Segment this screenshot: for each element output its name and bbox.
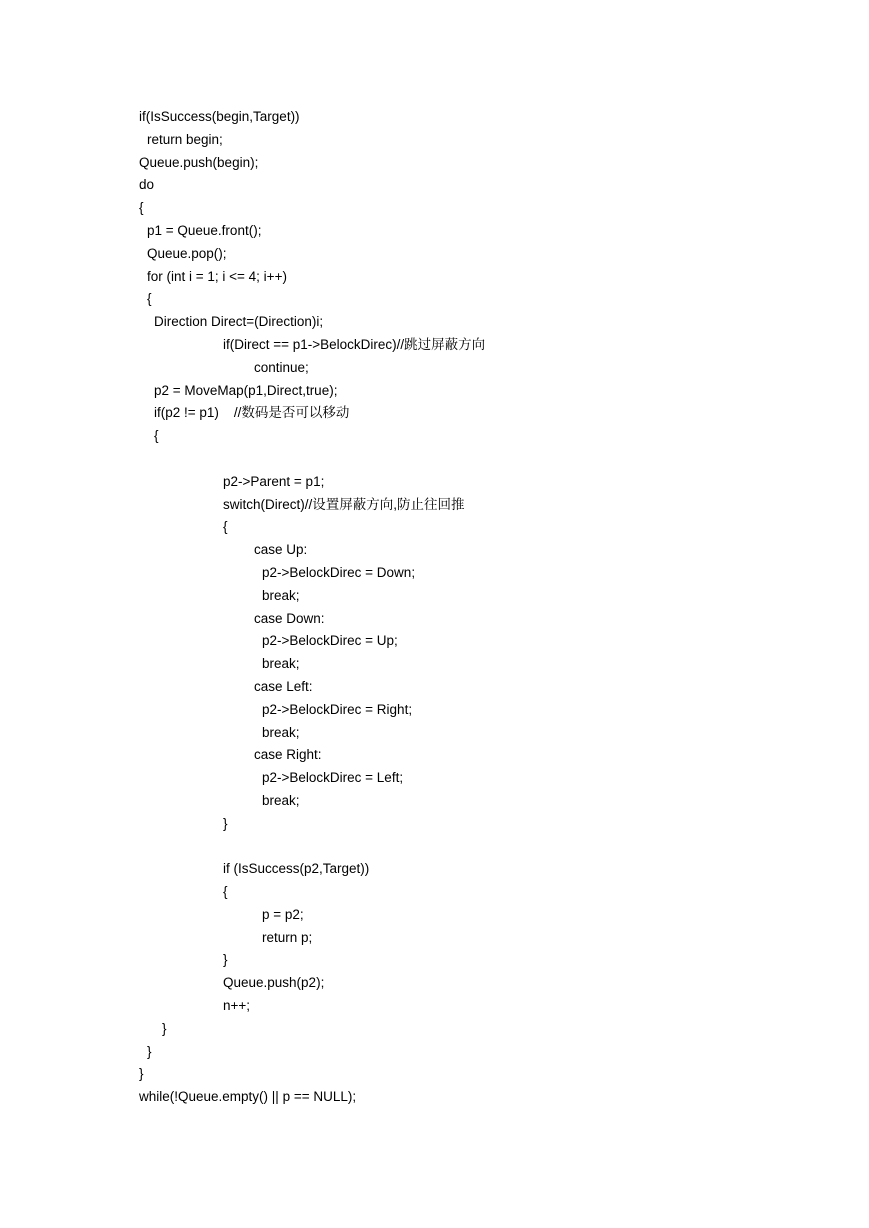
code-line: p2->BelockDirec = Right; [262, 701, 413, 717]
code-line: } [139, 1066, 144, 1082]
code-line: p2->BelockDirec = Up; [262, 633, 398, 649]
code-line: return begin; [147, 131, 223, 147]
code-line: if (IsSuccess(p2,Target)) [223, 861, 370, 877]
code-line: case Right: [254, 747, 322, 763]
code-line: } [223, 952, 228, 968]
code-line: { [154, 428, 159, 444]
code-line: { [147, 291, 152, 307]
code-line: break; [262, 656, 300, 672]
code-line [139, 448, 819, 471]
code-line: p2 = MoveMap(p1,Direct,true); [154, 382, 338, 398]
code-line: continue; [254, 359, 309, 375]
code-line: } [147, 1043, 152, 1059]
code-line: switch(Direct)//设置屏蔽方向,防止往回推 [223, 496, 465, 512]
code-line [139, 836, 819, 859]
code-line: Queue.push(p2); [223, 975, 325, 991]
code-listing [139, 106, 819, 1109]
code-line: { [223, 884, 228, 900]
code-line: if(Direct == p1->BelockDirec)//跳过屏蔽方向 [223, 336, 486, 352]
code-line: p1 = Queue.front(); [147, 222, 262, 238]
code-line: case Up: [254, 542, 308, 558]
code-line: break; [262, 724, 300, 740]
code-line: p2->BelockDirec = Down; [262, 564, 416, 580]
code-line: Queue.push(begin); [139, 154, 259, 170]
code-line: case Left: [254, 678, 313, 694]
code-line: { [139, 200, 144, 216]
code-line: p = p2; [262, 906, 304, 922]
code-line: p2->Parent = p1; [223, 473, 325, 489]
code-line: if(p2 != p1) //数码是否可以移动 [154, 405, 350, 421]
code-line: for (int i = 1; i <= 4; i++) [147, 268, 287, 284]
code-line: { [223, 519, 228, 535]
code-line: return p; [262, 929, 313, 945]
code-line: if(IsSuccess(begin,Target)) [139, 109, 300, 124]
code-line: break; [262, 792, 300, 808]
code-line: case Down: [254, 610, 325, 626]
code-line: while(!Queue.empty() || p == NULL); [139, 1089, 357, 1105]
code-line: n++; [223, 998, 251, 1014]
code-line: } [162, 1020, 167, 1036]
code-line: Direction Direct=(Direction)i; [154, 314, 324, 330]
code-line: } [223, 815, 228, 831]
code-line: do [139, 177, 155, 193]
code-line: Queue.pop(); [147, 245, 227, 261]
code-line: p2->BelockDirec = Left; [262, 770, 404, 786]
code-line: break; [262, 587, 300, 603]
